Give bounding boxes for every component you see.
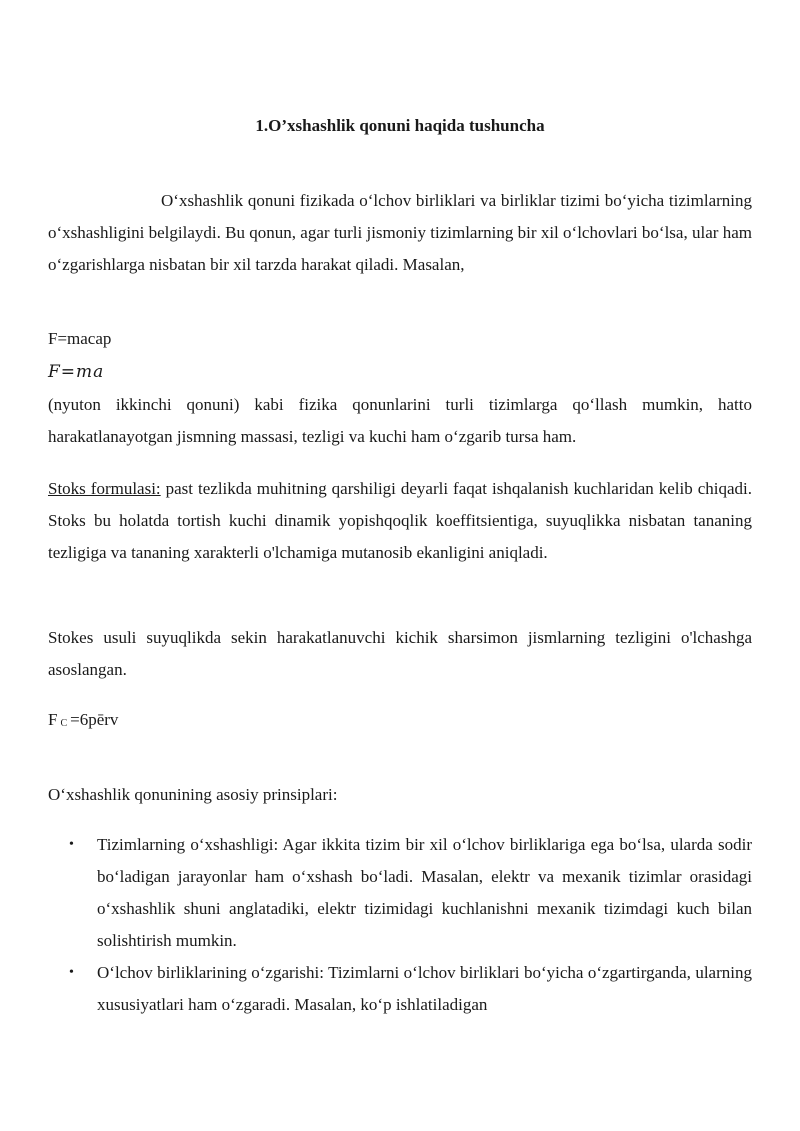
equation-math: F=ma (48, 362, 105, 382)
bullet-icon: • (69, 837, 74, 852)
formula-lhs: F (48, 710, 58, 729)
stokes-label: Stoks formulasi: (48, 479, 161, 498)
equation-text: F=macap (48, 329, 112, 348)
stokes-text: past tezlikda muhitning qarshiligi deyarli faqat ishqalanish kuchlaridan kelib chiqadi. Stoks bu holatda tortish kuchi dinamik yopishqoqlik koeffitsientiga, suyuqlikka nisbatan tananing tezligiga va tananing xarakterli o'lchamiga mutanosib ekanligini aniqladi. (48, 479, 752, 562)
formula-subscript: C (60, 718, 68, 729)
list-item-text: Tizimlarning o‘xshashligi: Agar ikkita tizim bir xil o‘lchov birliklariga ega bo‘lsa, ularda sodir bo‘ladigan jarayonlar ham o‘xshash bo‘ladi. Masalan, elektr va mexanik tizimlar orasidagi o‘xshashlik shuni anglatadiki, elektr tizimidagi kuchlanishni mexanik tizimdagi kuch bilan solishtirish mumkin. (97, 835, 752, 950)
principles-heading: O‘xshashlik qonunining asosiy prinsiplari: (48, 785, 338, 804)
list-item (48, 829, 752, 957)
intro-paragraph: O‘xshashlik qonuni fizikada o‘lchov birliklari va birliklar tizimi bo‘yicha tizimlarning o‘xshashligini belgilaydi. Bu qonun, agar turli jismoniy tizimlarning bir xil o‘lchovlari bo‘lsa, ular ham o‘zgarishlarga nisbatan bir xil tarzda harakat qiladi. Masalan, (48, 191, 752, 274)
stokes-method-paragraph: Stokes usuli suyuqlikda sekin harakatlanuvchi kichik sharsimon jismlarning tezligini o'lchashga asoslangan. (48, 628, 752, 679)
bullet-icon: • (69, 965, 74, 980)
stokes-paragraph (48, 473, 752, 569)
newton-paragraph: (nyuton ikkinchi qonuni) kabi fizika qonunlarini turli tizimlarga qo‘llash mumkin, hatto harakatlanayotgan jismning massasi, tezligi va kuchi ham o‘zgarib tursa ham. (48, 395, 752, 446)
stokes-formula (48, 709, 118, 735)
formula-rhs: =6pērv (70, 710, 119, 729)
list-item (48, 957, 752, 1021)
list-item-text: O‘lchov birliklarining o‘zgarishi: Tizimlarni o‘lchov birliklari bo‘yicha o‘zgartirganda, ularning xususiyatlari ham o‘zgaradi. Masalan, ko‘p ishlatiladigan (97, 963, 752, 1014)
document-title: 1.O’xshashlik qonuni haqida tushuncha (255, 116, 545, 135)
principles-list (48, 829, 752, 1021)
